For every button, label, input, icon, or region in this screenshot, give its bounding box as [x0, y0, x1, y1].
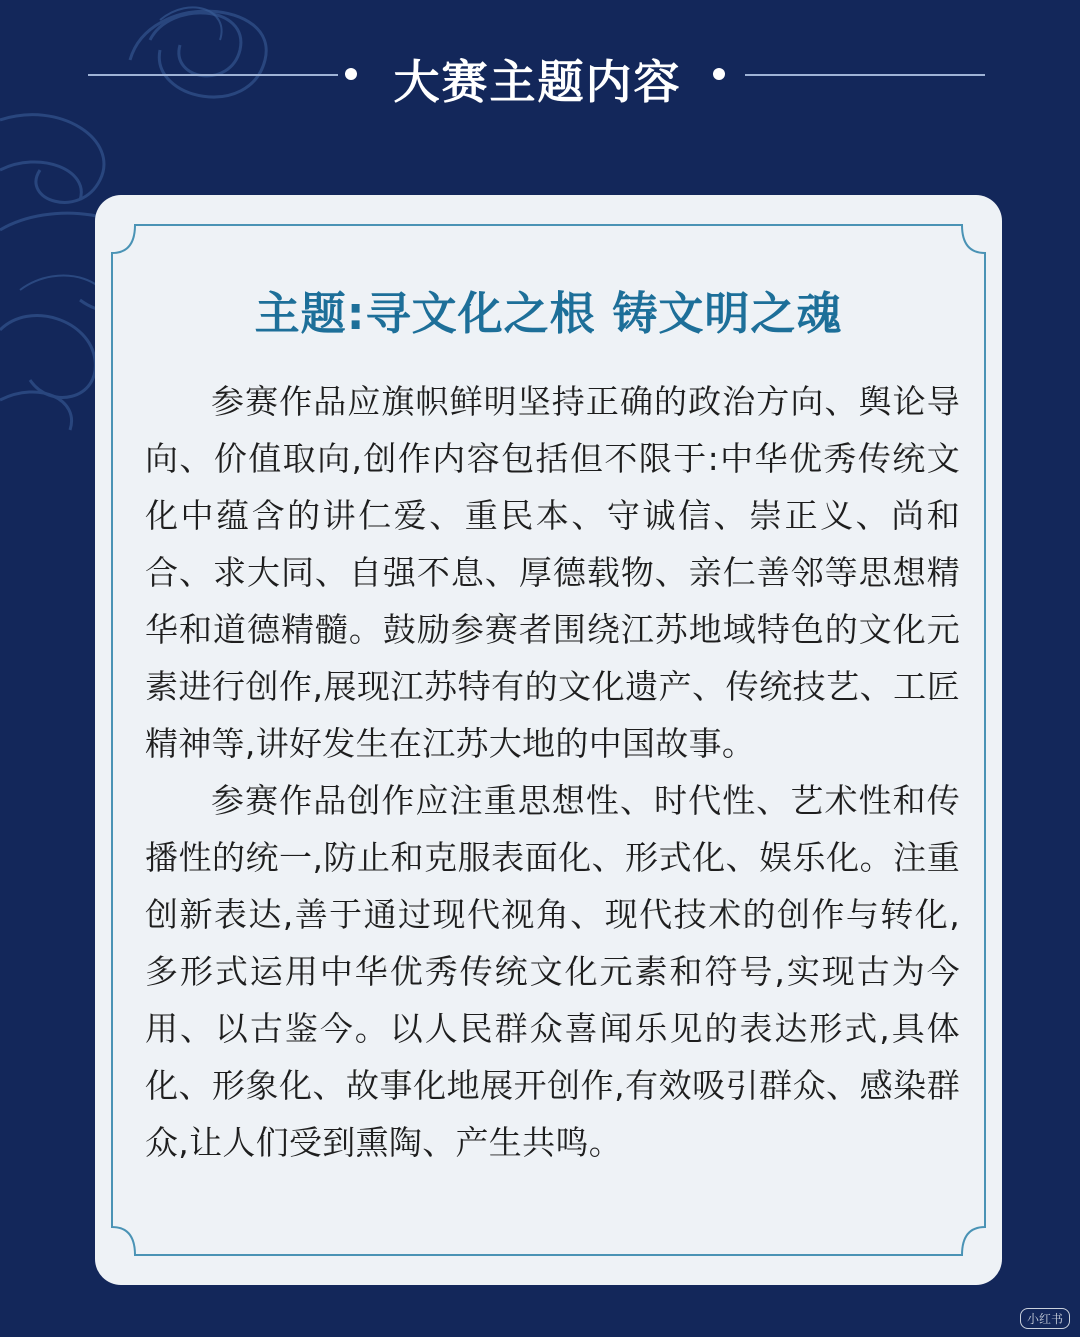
header-dot-right — [713, 68, 725, 80]
theme-title: 主题:寻文化之根 铸文明之魂 — [254, 287, 843, 340]
section-header — [0, 40, 1080, 110]
header-dot-left — [345, 68, 357, 80]
description-paragraph-2: 参赛作品创作应注重思想性、时代性、艺术性和传播性的统一,防止和克服表面化、形式化、娱乐化。注重创新表达,善于通过现代视角、现代技术的创作与转化,多形式运用中华优秀传统文化元素和符号,实现古为今用、以古鉴今。以人民群众喜闻乐见的表达形式,具体化、形象化、故事化地展开创作,有效吸引群众、感染群众,让人们受到熏陶、产生共鸣。 — [145, 781, 960, 1162]
section-title: 大赛主题内容 — [393, 55, 682, 109]
theme-description — [145, 373, 960, 1171]
header-divider-right — [745, 74, 985, 76]
header-divider-left — [88, 74, 338, 76]
watermark: 小红书 — [1020, 1308, 1070, 1329]
description-paragraph-1: 参赛作品应旗帜鲜明坚持正确的政治方向、舆论导向、价值取向,创作内容包括但不限于:中华优秀传统文化中蕴含的讲仁爱、重民本、守诚信、崇正义、尚和合、求大同、自强不息、厚德载物、亲仁善邻等思想精华和道德精髓。鼓励参赛者围绕江苏地域特色的文化元素进行创作,展现江苏特有的文化遗产、传统技艺、工匠精神等,讲好发生在江苏大地的中国故事。 — [145, 382, 960, 763]
content-card — [95, 195, 1002, 1285]
